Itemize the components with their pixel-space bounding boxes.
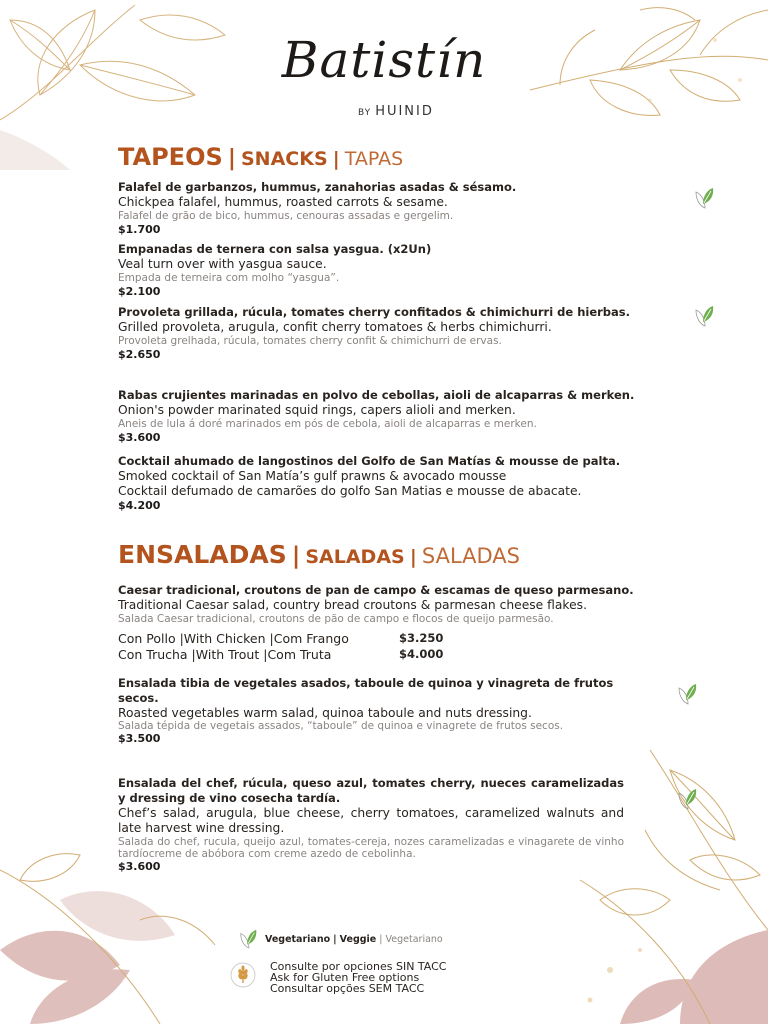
gluten-free-note (270, 961, 446, 994)
item-name-en: Chef’s salad, arugula, blue cheese, cherry tomatoes, caramelized walnuts and late harvest wine dressing. (118, 806, 624, 835)
item-name-es: Ensalada del chef, rúcula, queso azul, tomates cherry, nueces caramelizadas y dressing de vino cosecha tardía. (118, 776, 624, 805)
gluten-note-pt: Consultar opções SEM TACC (270, 982, 425, 995)
title-tertiary: TAPAS (344, 148, 404, 170)
title-secondary: SNACKS (241, 148, 328, 170)
item-price: $3.600 (118, 860, 161, 873)
item-name-pt: Falafel de grão de bico, hummus, cenouras assadas e gergelim. (118, 210, 454, 222)
menu-item (118, 676, 628, 746)
legend-veg-en: Veggie (339, 934, 377, 945)
menu-item (118, 305, 686, 362)
item-name-en: Chickpea falafel, hummus, roasted carrots & sesame. (118, 195, 448, 209)
bottom-right-leaves-decoration (560, 860, 768, 1024)
item-price: $1.700 (118, 223, 161, 236)
vegetarian-leaf-icon (676, 787, 698, 811)
item-name-pt: Salada tépida de vegetais assados, “taboule” de quinoa e vinagrete de frutos secos. (118, 720, 564, 732)
option-label: Con Trucha |With Trout |Com Truta (118, 647, 332, 662)
menu-item (118, 776, 624, 874)
item-name-pt: Aneis de lula á doré marinados em pós de cebola, aioli de alcaparras e merken. (118, 418, 537, 430)
item-name-pt: Salada do chef, rucula, queijo azul, tomates-cereja, nozes caramelizadas e vinagarete de vinho tardíocreme de abóbora com creme azedo de cebolinha. (118, 836, 624, 860)
legend-veg-es: Vegetariano (265, 934, 331, 945)
gluten-note-es: Consulte por opciones SIN TACC (270, 960, 447, 973)
menu-item (118, 454, 686, 513)
title-main: TAPEOS (118, 143, 223, 171)
item-name-en: Roasted vegetables warm salad, quinoa taboule and nuts dressing. (118, 706, 532, 720)
item-price: $2.100 (118, 285, 161, 298)
brand-by: BY (358, 108, 372, 118)
vegetarian-leaf-icon (693, 186, 715, 210)
item-price: $3.600 (118, 431, 161, 444)
brand-logo (0, 30, 768, 90)
item-name-en: Traditional Caesar salad, country bread croutons & parmesan cheese flakes. (118, 598, 587, 612)
item-name-es: Falafel de garbanzos, hummus, zanahorias asadas & sésamo. (118, 180, 517, 194)
item-name-pt: Salada Caesar tradicional, croutons de pão de campo e flocos de queijo parmesão. (118, 613, 554, 625)
item-name-pt: Cocktail defumado de camarões do golfo San Matias e mousse de abacate. (118, 484, 582, 498)
title-tertiary: SALADAS (421, 544, 520, 568)
title-main: ENSALADAS (118, 540, 287, 569)
option-price: $3.250 (399, 631, 444, 645)
item-price: $2.650 (118, 348, 161, 361)
item-price: $3.500 (118, 732, 161, 745)
legend-sep: | (333, 934, 337, 945)
brand-name: Batistín (281, 31, 487, 89)
section-title-tapeos (118, 143, 403, 171)
item-name-es: Provoleta grillada, rúcula, tomates cherry confitados & chimichurri de hierbas. (118, 305, 631, 319)
legend-leaf-icon (238, 928, 258, 950)
item-name-es: Cocktail ahumado de langostinos del Golfo de San Matías & mousse de palta. (118, 454, 621, 468)
brand-byline (358, 104, 434, 119)
item-name-pt: Empada de terneira com molho “yasgua”. (118, 272, 340, 284)
option-price: $4.000 (399, 647, 444, 661)
title-separator: | (409, 546, 417, 568)
brand-company: HUINID (375, 104, 434, 119)
item-name-en: Smoked cocktail of San Matía’s gulf prawns & avocado mousse (118, 469, 507, 483)
legend-vegetarian (265, 934, 443, 945)
item-name-en: Grilled provoleta, arugula, confit cherry tomatoes & herbs chimichurri. (118, 320, 552, 334)
title-separator: | (291, 543, 301, 569)
menu-item (118, 180, 686, 237)
option-row (118, 631, 444, 646)
item-name-es: Ensalada tibia de vegetales asados, taboule de quinoa y vinagreta de frutos secos. (118, 676, 614, 705)
gluten-note-en: Ask for Gluten Free options (270, 971, 420, 984)
menu-item (118, 388, 693, 445)
vegetarian-leaf-icon (676, 682, 698, 706)
item-name-pt: Provoleta grelhada, rúcula, tomates cherry confit & chimichurri de ervas. (118, 335, 502, 347)
title-secondary: SALADAS (305, 546, 405, 568)
item-name-es: Empanadas de ternera con salsa yasgua. (x2Un) (118, 242, 432, 256)
title-separator: | (332, 148, 340, 170)
legend-sep: | (379, 934, 383, 945)
item-name-en: Onion's powder marinated squid rings, capers alioli and merken. (118, 403, 516, 417)
item-name-es: Rabas crujientes marinadas en polvo de cebollas, aioli de alcaparras & merken. (118, 388, 635, 402)
section-title-ensaladas (118, 540, 520, 569)
legend-veg-pt: Vegetariano (385, 934, 443, 945)
item-price: $4.200 (118, 499, 161, 512)
option-label: Con Pollo |With Chicken |Com Frango (118, 631, 349, 646)
menu-item (118, 242, 686, 299)
gluten-wheat-icon (230, 962, 256, 988)
menu-item (118, 583, 686, 626)
option-row (118, 647, 444, 662)
vegetarian-leaf-icon (693, 304, 715, 328)
item-name-es: Caesar tradicional, croutons de pan de campo & escamas de queso parmesano. (118, 583, 634, 597)
right-side-leaves-decoration (630, 750, 768, 950)
title-separator: | (227, 146, 236, 171)
item-name-en: Veal turn over with yasgua sauce. (118, 257, 327, 271)
